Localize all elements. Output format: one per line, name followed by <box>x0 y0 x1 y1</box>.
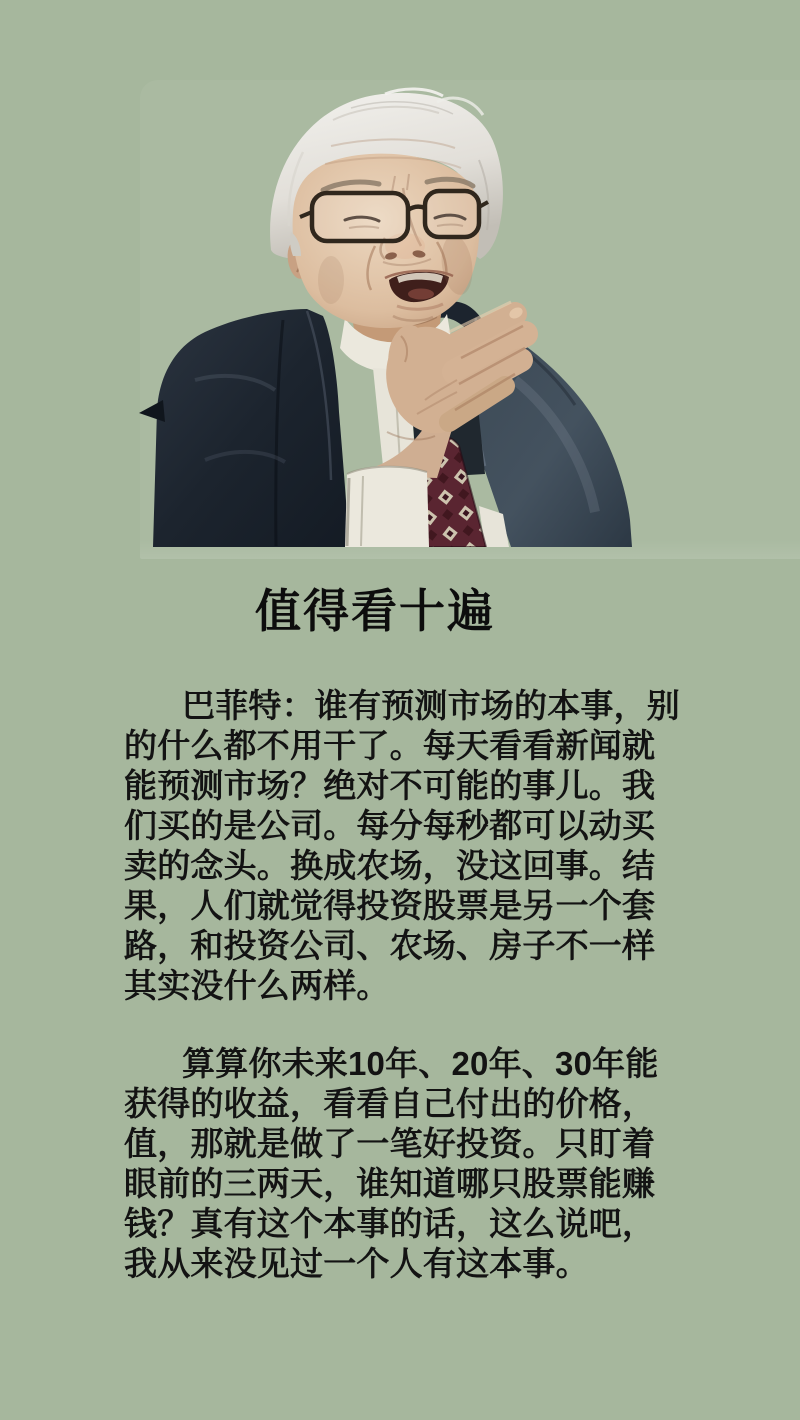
text-line: 巴菲特：谁有预测市场的本事，别 <box>182 687 680 724</box>
text-line: 其实没什么两样。 <box>124 967 390 1004</box>
text-line: 路，和投资公司、农场、房子不一样 <box>124 927 656 964</box>
text-line: 的什么都不用干了。每天看看新闻就 <box>124 727 656 764</box>
text-line: 卖的念头。换成农场，没这回事。结 <box>124 847 656 884</box>
buffett-suit-left <box>139 309 349 547</box>
text-line: 钱？真有这个本事的话，这么说吧， <box>124 1205 656 1242</box>
text-line: 算算你未来10年、20年、30年能 <box>182 1045 659 1082</box>
paragraph-1 <box>124 686 684 1006</box>
paragraph-2 <box>124 1044 684 1284</box>
text-line: 果，人们就觉得投资股票是另一个套 <box>124 887 656 924</box>
text-line: 获得的收益，看看自己付出的价格， <box>124 1085 656 1122</box>
text-line: 眼前的三两天，谁知道哪只股票能赚 <box>124 1165 656 1202</box>
text-line: 们买的是公司。每分每秒都可以动买 <box>124 807 656 844</box>
text-line: 值，那就是做了一笔好投资。只盯着 <box>124 1125 656 1162</box>
buffett-photo <box>135 80 665 547</box>
glasses <box>300 191 488 241</box>
page-title: 值得看十遍 <box>255 586 495 637</box>
buffett-photo-svg <box>135 80 665 547</box>
text-line: 能预测市场？绝对不可能的事儿。我 <box>124 767 656 804</box>
text-line: 我从来没见过一个人有这本事。 <box>124 1245 589 1282</box>
